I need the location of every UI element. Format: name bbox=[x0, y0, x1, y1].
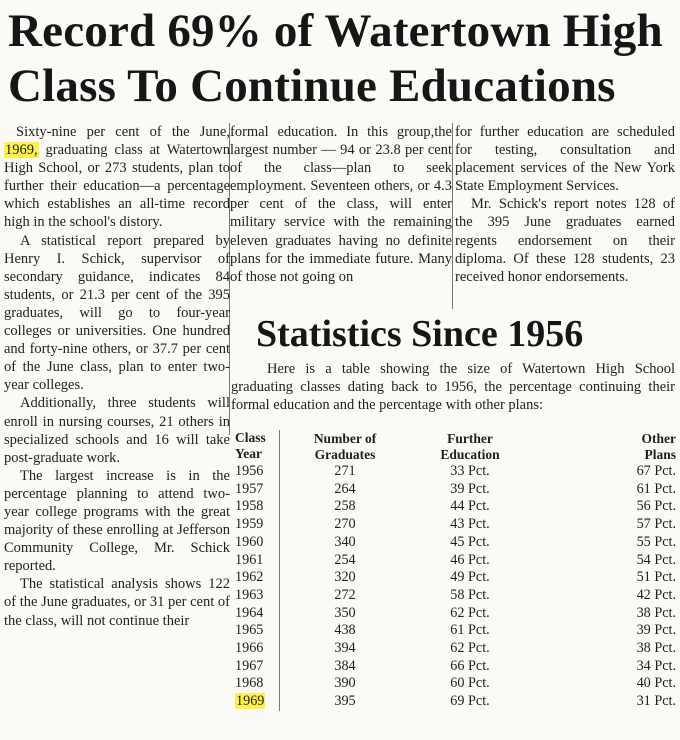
cell-other-plans: 67 Pct. bbox=[636, 463, 676, 479]
header-other-plans: Other Plans bbox=[641, 431, 676, 462]
cell-further-education: 61 Pct. bbox=[450, 622, 490, 639]
cell-graduates: 271 bbox=[334, 463, 356, 479]
table-row bbox=[232, 587, 676, 605]
cell-other-plans: 51 Pct. bbox=[636, 569, 676, 586]
cell-other-plans: 57 Pct. bbox=[636, 516, 676, 533]
table-row bbox=[232, 605, 676, 623]
cell-other-plans: 38 Pct. bbox=[636, 604, 676, 621]
article-column-1 bbox=[4, 123, 230, 630]
cell-graduates: 320 bbox=[334, 569, 356, 586]
cell-year: 1965 bbox=[232, 622, 280, 640]
cell-further-education: 45 Pct. bbox=[450, 533, 490, 550]
table-row bbox=[232, 534, 676, 552]
article-column-2 bbox=[230, 123, 452, 286]
cell-graduates: 384 bbox=[334, 657, 356, 674]
table-row bbox=[232, 481, 676, 499]
cell-further-education: 33 Pct. bbox=[450, 463, 490, 479]
paragraph: for further education are scheduled for testing, consultation and placement services of the New York State Employment Services. bbox=[455, 124, 675, 195]
cell-year: 1959 bbox=[232, 516, 280, 534]
paragraph: Mr. Schick's report notes 128 of the 395 June graduates earned regents endorsement on their diploma. Of these 128 students, 23 received honor endorsements. bbox=[455, 196, 675, 285]
cell-year: 1960 bbox=[232, 534, 280, 552]
cell-year: 1961 bbox=[232, 552, 280, 570]
cell-further-education: 60 Pct. bbox=[450, 675, 490, 692]
cell-year: 1958 bbox=[232, 498, 280, 516]
article-column-3 bbox=[455, 123, 675, 286]
table-row bbox=[232, 693, 676, 711]
table-header-row bbox=[232, 430, 676, 463]
cell-year: 1962 bbox=[232, 569, 280, 587]
cell-graduates: 350 bbox=[334, 604, 356, 621]
header-further-education: Further Education bbox=[440, 431, 500, 462]
cell-further-education: 43 Pct. bbox=[450, 516, 490, 533]
cell-further-education: 62 Pct. bbox=[450, 640, 490, 657]
cell-year: 1967 bbox=[232, 658, 280, 676]
cell-further-education: 49 Pct. bbox=[450, 569, 490, 586]
cell-year: 1956 bbox=[232, 463, 280, 481]
paragraph: Additionally, three students will enroll in nursing courses, 21 others in specialized schools and 16 will take post-graduate work. bbox=[4, 395, 230, 466]
cell-other-plans: 61 Pct. bbox=[636, 480, 676, 497]
cell-further-education: 66 Pct. bbox=[450, 657, 490, 674]
paragraph: A statistical report prepared by Henry I. Schick, supervisor of secondary guidance, indicates 84 students, or 21.3 per cent of the 395 graduates, will go to four-year colleges or universities. One hundred and forty-nine others, or 37.7 per cent of the June class, plan to enter two-year colleges. bbox=[4, 232, 230, 394]
table-row bbox=[232, 675, 676, 693]
stats-title: Statistics Since 1956 bbox=[256, 313, 584, 355]
table-row bbox=[232, 622, 676, 640]
cell-further-education: 69 Pct. bbox=[450, 693, 490, 710]
cell-year: 1964 bbox=[232, 605, 280, 623]
paragraph: Sixty-nine per cent of the June, 1969, graduating class at Watertown High School, or 273 students, plan to further their education—a percentage which establishes an all-time record high in the school's distory. bbox=[4, 124, 230, 231]
cell-graduates: 258 bbox=[334, 498, 356, 515]
stats-intro: Here is a table showing the size of Watertown High School graduating classes dating back to 1956, the percentage continuing their formal education and the percentage with other plans: bbox=[231, 361, 675, 414]
cell-graduates: 264 bbox=[334, 480, 356, 497]
cell-graduates: 272 bbox=[334, 586, 356, 603]
paragraph: The statistical analysis shows 122 of the June graduates, or 31 per cent of the class, will not continue their bbox=[4, 576, 230, 629]
stats-table bbox=[232, 430, 676, 711]
cell-further-education: 46 Pct. bbox=[450, 551, 490, 568]
cell-year bbox=[232, 693, 280, 711]
cell-other-plans: 40 Pct. bbox=[636, 675, 676, 692]
cell-other-plans: 54 Pct. bbox=[636, 551, 676, 568]
cell-other-plans: 31 Pct. bbox=[636, 693, 676, 710]
cell-further-education: 62 Pct. bbox=[450, 604, 490, 621]
table-row bbox=[232, 498, 676, 516]
table-row bbox=[232, 463, 676, 481]
highlighted-year: 1969, bbox=[5, 142, 38, 159]
column-rule-2 bbox=[452, 123, 453, 309]
stats-table-body bbox=[232, 463, 676, 711]
cell-graduates: 254 bbox=[334, 551, 356, 568]
cell-year: 1968 bbox=[232, 675, 280, 693]
header-graduates: Number of Graduates bbox=[313, 431, 377, 462]
cell-further-education: 58 Pct. bbox=[450, 586, 490, 603]
table-row bbox=[232, 552, 676, 570]
cell-graduates: 438 bbox=[334, 622, 356, 639]
cell-graduates: 270 bbox=[334, 516, 356, 533]
cell-graduates: 390 bbox=[334, 675, 356, 692]
headline-line-1: Record 69% of Watertown High bbox=[8, 5, 663, 57]
paragraph: formal education. In this group,the largest number — 94 or 23.8 per cent of the class—plan to seek employment. Seventeen others, or 4.3 per cent of the class, will enter military service with the remaining eleven graduates having no definite plans for the immediate future. Many of those not going on bbox=[230, 124, 452, 285]
cell-other-plans: 42 Pct. bbox=[636, 586, 676, 603]
cell-other-plans: 39 Pct. bbox=[636, 622, 676, 639]
table-row bbox=[232, 516, 676, 534]
cell-year: 1957 bbox=[232, 481, 280, 499]
table-row bbox=[232, 658, 676, 676]
headline bbox=[8, 4, 670, 114]
highlighted-year: 1969 bbox=[236, 693, 265, 710]
cell-year: 1966 bbox=[232, 640, 280, 658]
cell-graduates: 340 bbox=[334, 533, 356, 550]
header-class-year: Class Year bbox=[232, 430, 280, 463]
paragraph: The largest increase is in the percentage planning to attend two-year college programs with the great majority of these enrolling at Jefferson Community College, Mr. Schick reported. bbox=[4, 467, 230, 575]
cell-other-plans: 55 Pct. bbox=[636, 533, 676, 550]
cell-graduates: 394 bbox=[334, 640, 356, 657]
cell-further-education: 44 Pct. bbox=[450, 498, 490, 515]
cell-graduates: 395 bbox=[334, 693, 356, 710]
cell-year: 1963 bbox=[232, 587, 280, 605]
table-row bbox=[232, 640, 676, 658]
cell-other-plans: 38 Pct. bbox=[636, 640, 676, 657]
cell-other-plans: 56 Pct. bbox=[636, 498, 676, 515]
cell-further-education: 39 Pct. bbox=[450, 480, 490, 497]
headline-line-2: Class To Continue Educations bbox=[8, 60, 616, 112]
table-row bbox=[232, 569, 676, 587]
cell-other-plans: 34 Pct. bbox=[636, 657, 676, 674]
